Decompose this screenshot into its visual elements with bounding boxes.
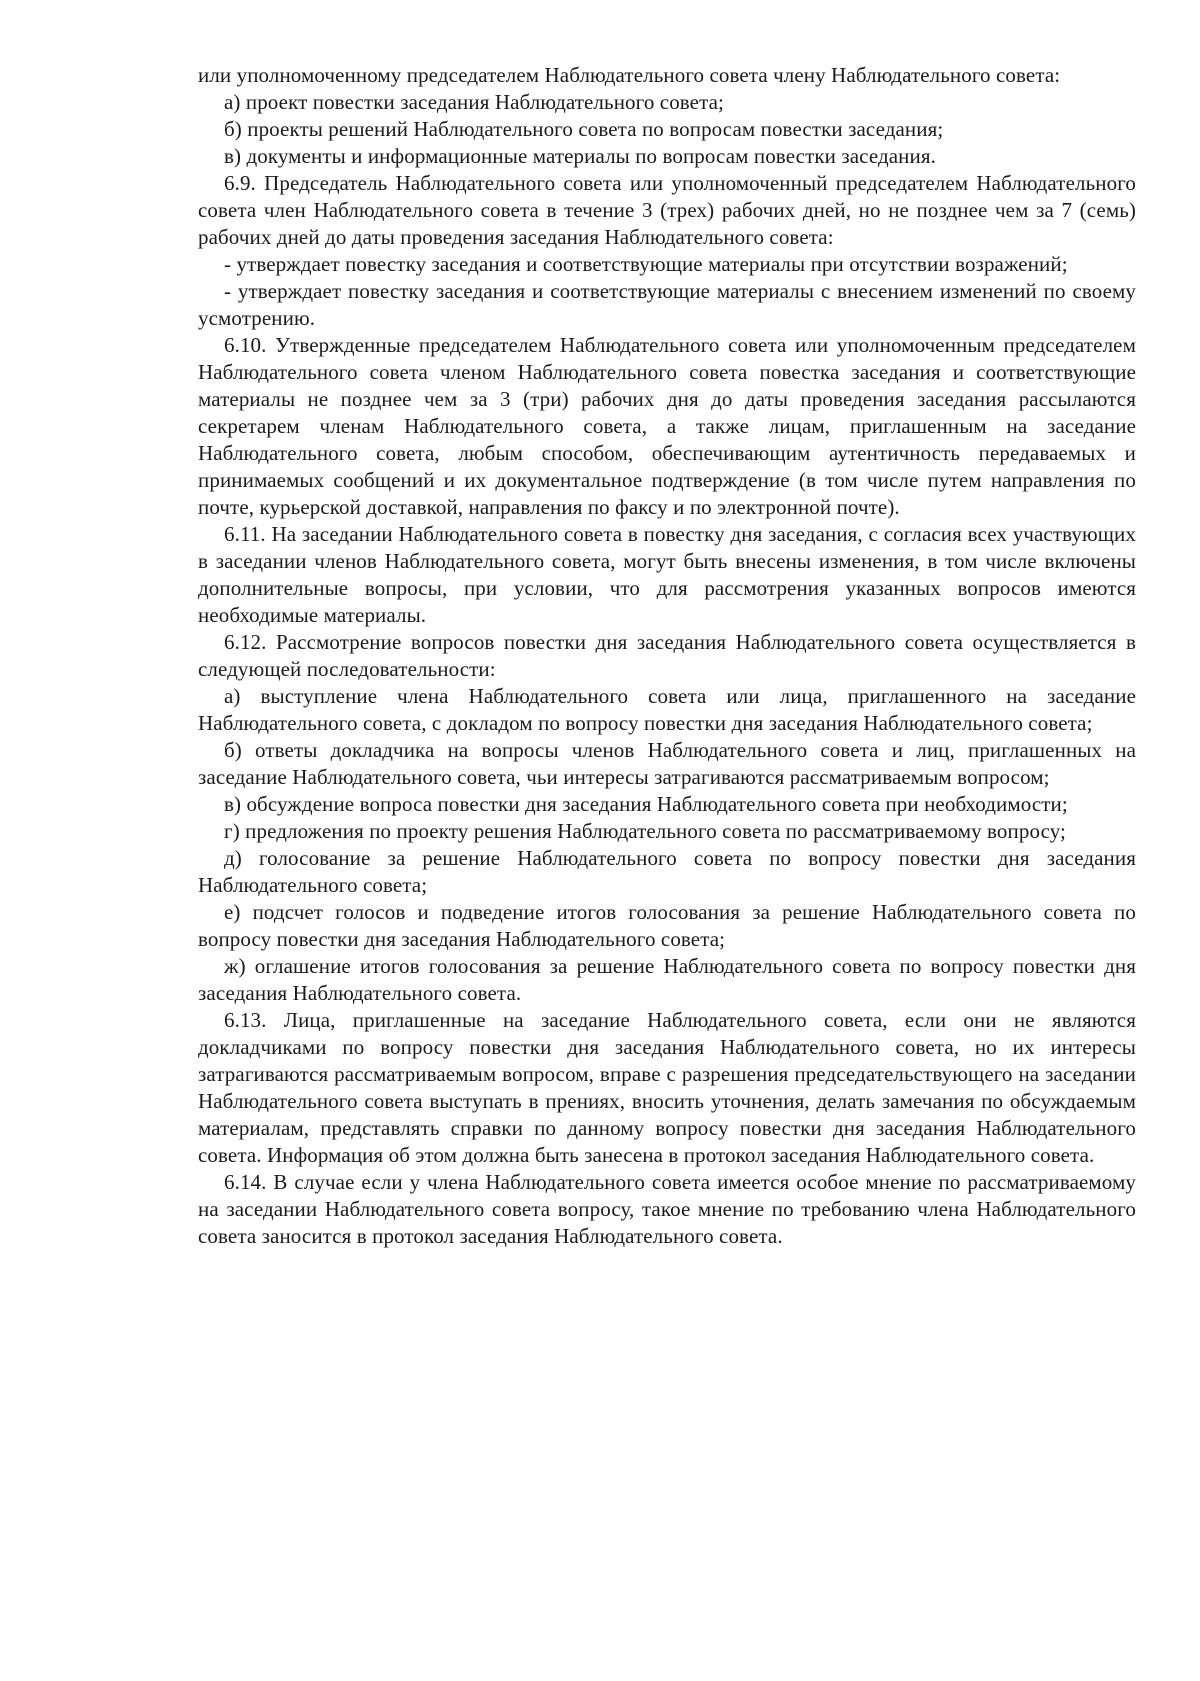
clause-6-10: 6.10. Утвержденные председателем Наблюдательного совета или уполномоченным председателем Наблюдательного совета членом Наблюдательного совета повестка заседания и соответствующие материалы не позднее чем за 3 (три) рабочих дня до даты проведения заседания рассылаются секретарем членам Наблюдательного совета, а также лицам, приглашенным на заседание Наблюдательного совета, любым способом, обеспечивающим аутентичность передаваемых и принимаемых сообщений и их документальное подтверждение (в том числе путем направления по почте, курьерской доставкой, направления по факсу и по электронной почте). bbox=[198, 333, 1136, 519]
clause-6-9: 6.9. Председатель Наблюдательного совета или уполномоченный председателем Наблюдательного совета член Наблюдательного совета в течение 3 (трех) рабочих дней, но не позднее чем за 7 (семь) рабочих дней до даты проведения заседания Наблюдательного совета: bbox=[198, 171, 1136, 249]
clause-6-12-item-b: б) ответы докладчика на вопросы членов Наблюдательного совета и лиц, приглашенных на заседание Наблюдательного совета, чьи интересы затрагиваются рассматриваемым вопросом; bbox=[198, 738, 1136, 789]
clause-6-12-item-e: е) подсчет голосов и подведение итогов голосования за решение Наблюдательного совета по вопросу повестки дня заседания Наблюдательного совета; bbox=[198, 900, 1136, 951]
clause-6-12-item-zh: ж) оглашение итогов голосования за решение Наблюдательного совета по вопросу повестки дня заседания Наблюдательного совета. bbox=[198, 954, 1136, 1005]
clause-6-12-item-g: г) предложения по проекту решения Наблюдательного совета по рассматриваемому вопросу; bbox=[224, 819, 1066, 843]
list-item-v-documents: в) документы и информационные материалы по вопросам повестки заседания. bbox=[224, 144, 936, 168]
clause-6-12-item-a: а) выступление члена Наблюдательного совета или лица, приглашенного на заседание Наблюдательного совета, с докладом по вопросу повестки дня заседания Наблюдательного совета; bbox=[198, 684, 1136, 735]
document-page bbox=[198, 62, 1136, 1250]
clause-6-9-dash-2: - утверждает повестку заседания и соответствующие материалы с внесением изменений по своему усмотрению. bbox=[198, 279, 1136, 330]
clause-6-12-item-v: в) обсуждение вопроса повестки дня заседания Наблюдательного совета при необходимости; bbox=[224, 792, 1068, 816]
clause-6-12-item-d: д) голосование за решение Наблюдательного совета по вопросу повестки дня заседания Наблюдательного совета; bbox=[198, 846, 1136, 897]
list-item-b-draft-decisions: б) проекты решений Наблюдательного совета по вопросам повестки заседания; bbox=[224, 117, 944, 141]
clause-6-12: 6.12. Рассмотрение вопросов повестки дня заседания Наблюдательного совета осуществляется в следующей последовательности: bbox=[198, 630, 1136, 681]
clause-6-13: 6.13. Лица, приглашенные на заседание Наблюдательного совета, если они не являются докладчиками по вопросу повестки дня заседания Наблюдательного совета, но их интересы затрагиваются рассматриваемым вопросом, вправе с разрешения председательствующего на заседании Наблюдательного совета выступать в прениях, вносить уточнения, делать замечания по обсуждаемым материалам, представлять справки по данному вопросу повестки дня заседания Наблюдательного совета. Информация об этом должна быть занесена в протокол заседания Наблюдательного совета. bbox=[198, 1008, 1136, 1167]
paragraph-continuation: или уполномоченному председателем Наблюдательного совета члену Наблюдательного совета: bbox=[198, 63, 1061, 87]
clause-6-14: 6.14. В случае если у члена Наблюдательного совета имеется особое мнение по рассматриваемому на заседании Наблюдательного совета вопросу, такое мнение по требованию члена Наблюдательного совета заносится в протокол заседания Наблюдательного совета. bbox=[198, 1170, 1136, 1248]
clause-6-9-dash-1: - утверждает повестку заседания и соответствующие материалы при отсутствии возражений; bbox=[224, 252, 1068, 276]
list-item-a-agenda-draft: а) проект повестки заседания Наблюдательного совета; bbox=[224, 90, 724, 114]
clause-6-11: 6.11. На заседании Наблюдательного совета в повестку дня заседания, с согласия всех участвующих в заседании членов Наблюдательного совета, могут быть внесены изменения, в том числе включены дополнительные вопросы, при условии, что для рассмотрения указанных вопросов имеются необходимые материалы. bbox=[198, 522, 1136, 627]
